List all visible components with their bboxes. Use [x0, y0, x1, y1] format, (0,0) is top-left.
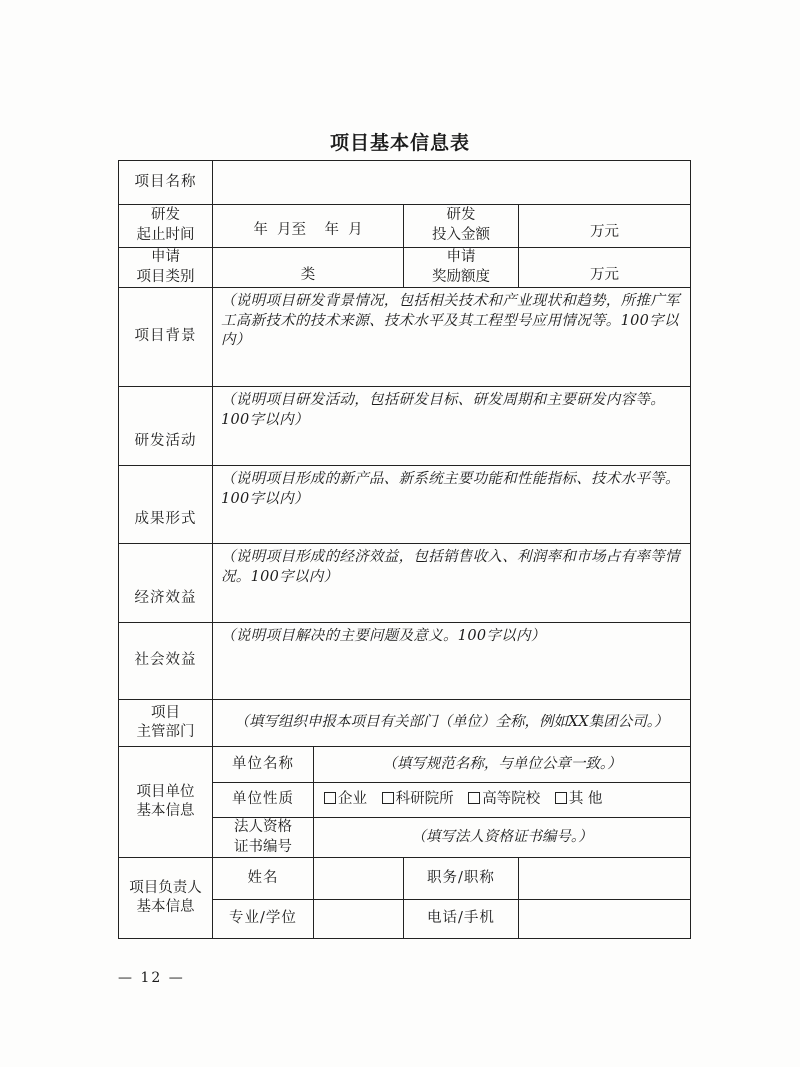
project-info-table — [118, 160, 691, 939]
checkbox-other[interactable] — [555, 792, 567, 804]
unit-name-label: 单位名称 — [213, 747, 314, 783]
leader-phone-field[interactable] — [519, 900, 691, 939]
project-name-field[interactable] — [213, 161, 691, 205]
rd-activity-label: 研发活动 — [119, 387, 213, 466]
leader-phone-label: 电话/手机 — [404, 900, 519, 939]
leader-title-field[interactable] — [519, 858, 691, 900]
row-social — [119, 623, 691, 700]
license-label: 法人资格 证书编号 — [213, 818, 314, 858]
economic-field[interactable]: （说明项目形成的经济效益，包括销售收入、利润率和市场占有率等情况。100字以内） — [213, 544, 691, 623]
leader-info-label: 项目负责人 基本信息 — [119, 858, 213, 939]
leader-title-label: 职务/职称 — [404, 858, 519, 900]
project-name-label: 项目名称 — [119, 161, 213, 205]
row-outcome — [119, 466, 691, 544]
leader-major-field[interactable] — [314, 900, 404, 939]
row-unit-name — [119, 747, 691, 783]
row-leader-name — [119, 858, 691, 900]
dev-investment-field[interactable]: 万元 — [519, 205, 691, 248]
row-economic — [119, 544, 691, 623]
row-category — [119, 248, 691, 288]
social-field[interactable]: （说明项目解决的主要问题及意义。100字以内） — [213, 623, 691, 700]
unit-nature-options — [314, 783, 691, 818]
department-label: 项目 主管部门 — [119, 700, 213, 747]
row-project-name — [119, 161, 691, 205]
checkbox-other-label: 其 他 — [568, 791, 603, 808]
unit-info-label: 项目单位 基本信息 — [119, 747, 213, 858]
leader-major-label: 专业/学位 — [213, 900, 314, 939]
row-department — [119, 700, 691, 747]
leader-name-field[interactable] — [314, 858, 404, 900]
department-field[interactable]: （填写组织申报本项目有关部门（单位）全称，例如XX集团公司。） — [213, 700, 691, 747]
outcome-field[interactable]: （说明项目形成的新产品、新系统主要功能和性能指标、技术水平等。100字以内） — [213, 466, 691, 544]
award-label: 申请 奖励额度 — [404, 248, 519, 288]
checkbox-enterprise-label: 企业 — [338, 791, 367, 808]
award-field[interactable]: 万元 — [519, 248, 691, 288]
unit-nature-label: 单位性质 — [213, 783, 314, 818]
page-title: 项目基本信息表 — [329, 132, 470, 154]
dev-period-label: 研发 起止时间 — [119, 205, 213, 248]
license-field[interactable]: （填写法人资格证书编号。） — [314, 818, 691, 858]
checkbox-research-institute-label: 科研院所 — [395, 791, 454, 808]
background-label: 项目背景 — [119, 288, 213, 387]
category-field[interactable]: 类 — [213, 248, 404, 288]
social-label: 社会效益 — [119, 623, 213, 700]
row-background — [119, 288, 691, 387]
checkbox-enterprise[interactable] — [324, 792, 336, 804]
row-rd-activity — [119, 387, 691, 466]
page-number: — 12 — — [118, 970, 185, 986]
dev-investment-label: 研发 投入金额 — [404, 205, 519, 248]
unit-name-field[interactable]: （填写规范名称，与单位公章一致。） — [314, 747, 691, 783]
dev-period-field[interactable]: 年 月至 年 月 — [213, 205, 404, 248]
checkbox-university[interactable] — [468, 792, 480, 804]
rd-activity-field[interactable]: （说明项目研发活动，包括研发目标、研发周期和主要研发内容等。100字以内） — [213, 387, 691, 466]
leader-name-label: 姓名 — [213, 858, 314, 900]
checkbox-research-institute[interactable] — [382, 792, 394, 804]
background-field[interactable]: （说明项目研发背景情况，包括相关技术和产业现状和趋势，所推广军工高新技术的技术来源、技术水平及其工程型号应用情况等。100字以内） — [213, 288, 691, 387]
row-dev-period — [119, 205, 691, 248]
economic-label: 经济效益 — [119, 544, 213, 623]
category-label: 申请 项目类别 — [119, 248, 213, 288]
outcome-label: 成果形式 — [119, 466, 213, 544]
checkbox-university-label: 高等院校 — [482, 791, 541, 808]
